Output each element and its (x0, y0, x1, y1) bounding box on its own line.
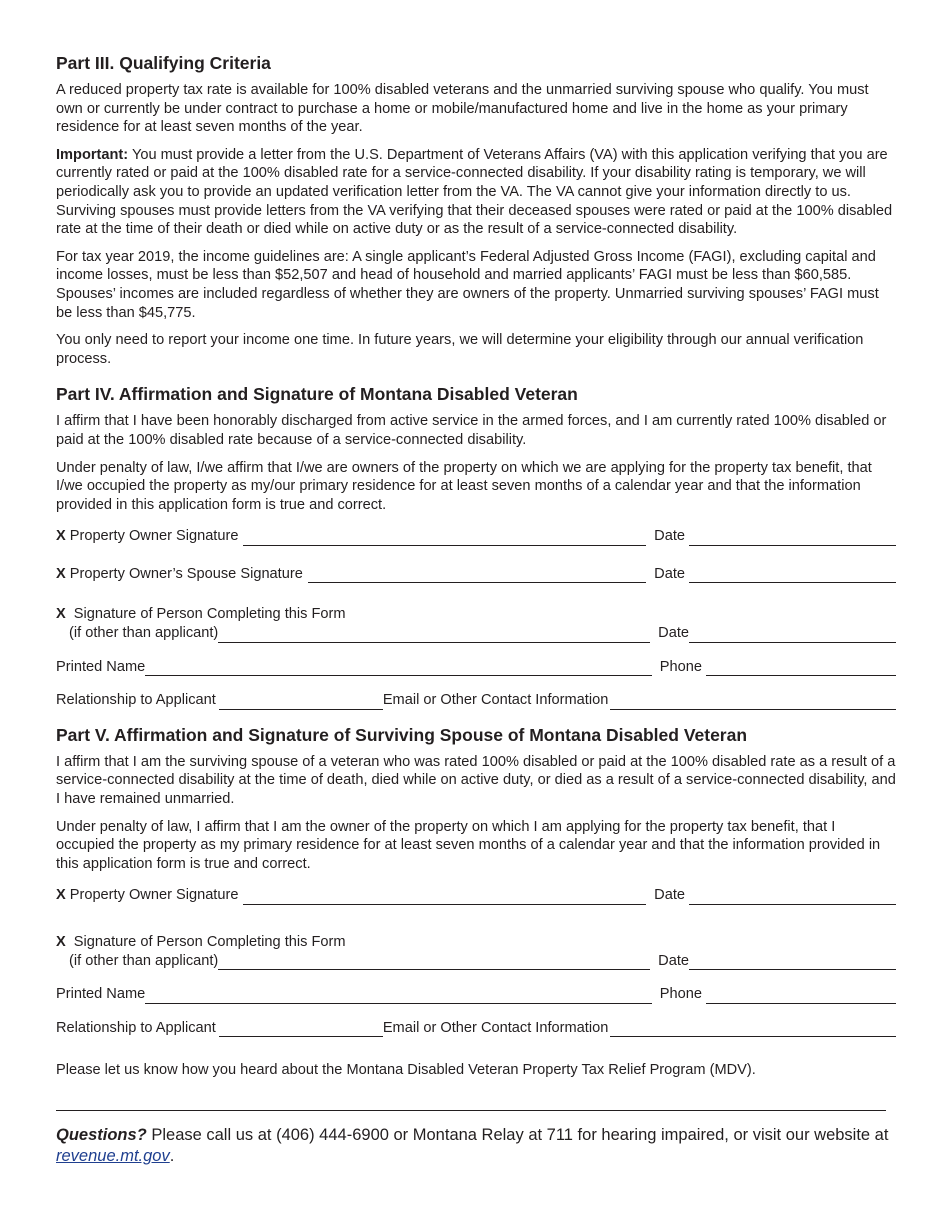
part-iii-intro: A reduced property tax rate is available for 100% disabled veterans and the unmarried surviving spouse who qualify. You must own or currently be under contract to purchase a home or mobile/manufactured home and live in the home as your primary residence for at least seven months of the year. (56, 82, 869, 136)
part-v-title: Part V. Affirmation and Signature of Surviving Spouse of Montana Disabled Veteran (56, 724, 748, 745)
questions-text: Please call us at (406) 444-6900 or Montana Relay at 711 for hearing impaired, or visit our website at (146, 1125, 889, 1144)
printed-name-field[interactable] (145, 661, 652, 676)
part-v-printed-name-row (56, 985, 896, 1004)
part-iv-spouse-signature-row (56, 565, 896, 584)
printed-name-label: Printed Name (56, 986, 146, 1003)
printed-name-label: Printed Name (56, 658, 146, 675)
phone-field[interactable] (706, 661, 896, 676)
phone-field[interactable] (706, 989, 896, 1004)
completer-signature-field[interactable] (218, 955, 650, 970)
part-v-owner-signature-row (56, 886, 896, 905)
spouse-signature-field[interactable] (308, 568, 646, 583)
part-iii-important (56, 146, 896, 239)
relationship-field[interactable] (219, 1022, 383, 1037)
date-label: Date (654, 528, 685, 545)
x-mark: X (56, 606, 66, 623)
x-mark: X (56, 565, 66, 582)
part-iv-owner-signature-row (56, 527, 896, 546)
part-v-penalty: Under penalty of law, I affirm that I am the owner of the property on which I am applying for the property tax benefit, that I occupied the property as my primary residence for at least seven months of a calendar year and that the information provided in this application form is true and correct. (56, 818, 881, 872)
completer-note: (if other than applicant) (69, 952, 219, 969)
completer-signature-label: Signature of Person Completing this Form (73, 606, 346, 623)
part-v-completer-signature-row (56, 952, 896, 971)
relationship-label: Relationship to Applicant (56, 1019, 216, 1036)
completer-signature-label: Signature of Person Completing this Form (73, 934, 346, 950)
part-v-affirmation: I affirm that I am the surviving spouse of a veteran who was rated 100% disabled or paid at the 100% disabled rate as a result of a service-connected disability at the time of death, died while on active duty, or died as a result of a service-connected disability, and I have remained unmarried. (56, 753, 896, 808)
part-iv-title: Part IV. Affirmation and Signature of Montana Disabled Veteran (56, 384, 578, 405)
x-mark: X (56, 887, 66, 904)
date-label: Date (654, 887, 685, 904)
email-label: Email or Other Contact Information (382, 692, 609, 709)
part-v-relationship-row (56, 1019, 896, 1038)
printed-name-field[interactable] (145, 989, 652, 1004)
email-field[interactable] (610, 1022, 896, 1037)
owner-date-field[interactable] (689, 531, 896, 546)
part-iv-printed-name-row (56, 658, 896, 677)
owner-signature-label: Property Owner Signature (69, 528, 239, 545)
owner-signature-field[interactable] (243, 890, 646, 905)
phone-label: Phone (659, 658, 702, 675)
relationship-label: Relationship to Applicant (56, 692, 216, 709)
part-iii-report-income: You only need to report your income one time. In future years, we will determine your eligibility through our annual verification process. (56, 332, 864, 367)
part-iv-affirmation: I affirm that I have been honorably discharged from active service in the armed forces, and I am currently rated 100% disabled or paid at the 100% disabled rate because of a service-connected disability. (56, 413, 887, 448)
owner-signature-field[interactable] (243, 531, 646, 546)
email-field[interactable] (610, 695, 896, 710)
part-iii-title: Part III. Qualifying Criteria (56, 53, 271, 73)
part-iii-income-guidelines: For tax year 2019, the income guidelines are: A single applicant’s Federal Adjusted Gross Income (FAGI), excluding capital and income losses, must be less than $52,507 and head of household and married applicants’ FAGI must be less than $60,585. Spouses’ incomes are included regardless of whether they are owners of the property. Unmarried surviving spouses’ FAGI must be less than $45,775. (56, 248, 879, 321)
completer-date-field[interactable] (689, 628, 896, 643)
x-mark: X (56, 528, 66, 545)
date-label: Date (658, 952, 689, 969)
phone-label: Phone (659, 986, 702, 1003)
part-v-section (56, 724, 896, 1038)
important-label: Important: (56, 146, 129, 163)
completer-note: (if other than applicant) (69, 625, 219, 642)
date-label: Date (658, 625, 689, 642)
end-period: . (169, 1146, 175, 1165)
form-page (56, 52, 896, 1167)
spouse-date-field[interactable] (689, 568, 896, 583)
email-label: Email or Other Contact Information (382, 1019, 609, 1036)
important-text: You must provide a letter from the U.S. Department of Veterans Affairs (VA) with this application verifying that you are currently rated or paid at the 100% disabled rate for a service-connected disability. If your disability rating is temporary, we will periodically ask you to provide an updated verification letter from the VA. The VA cannot give your information directly to us. Surviving spouses must provide letters from the VA verifying that their deceased spouses were rated or paid at the 100% disabled rate at the time of their death or died while on active duty or as the result of a service-connected disability. (56, 146, 893, 238)
part-v-completer-label-row (56, 933, 896, 952)
part-iii-section (56, 52, 896, 368)
part-iv-penalty: Under penalty of law, I/we affirm that I/we are owners of the property on which we are applying for the property tax benefit, that I/we occupied the property as my/our primary residence for at least seven months of a calendar year and that the information provided in this application form is true and correct. (56, 459, 872, 513)
part-iv-section (56, 383, 896, 710)
spouse-signature-label: Property Owner’s Spouse Signature (69, 565, 303, 582)
part-iv-relationship-row (56, 691, 896, 710)
relationship-field[interactable] (219, 695, 383, 710)
questions-footer (56, 1125, 896, 1167)
part-iv-completer-signature-row (56, 624, 896, 643)
part-iv-completer-label-row (56, 605, 896, 624)
completer-signature-field[interactable] (218, 628, 650, 643)
hear-about-prompt: Please let us know how you heard about the Montana Disabled Veteran Property Tax Relief Program (MDV). (56, 1062, 756, 1079)
x-mark: X (56, 934, 66, 950)
date-label: Date (654, 565, 685, 582)
hear-about-answer-line[interactable] (56, 1110, 886, 1111)
owner-date-field[interactable] (689, 890, 896, 905)
questions-label: Questions? (56, 1125, 147, 1144)
website-link[interactable]: revenue.mt.gov (56, 1146, 170, 1165)
completer-date-field[interactable] (689, 955, 896, 970)
owner-signature-label: Property Owner Signature (69, 887, 239, 904)
